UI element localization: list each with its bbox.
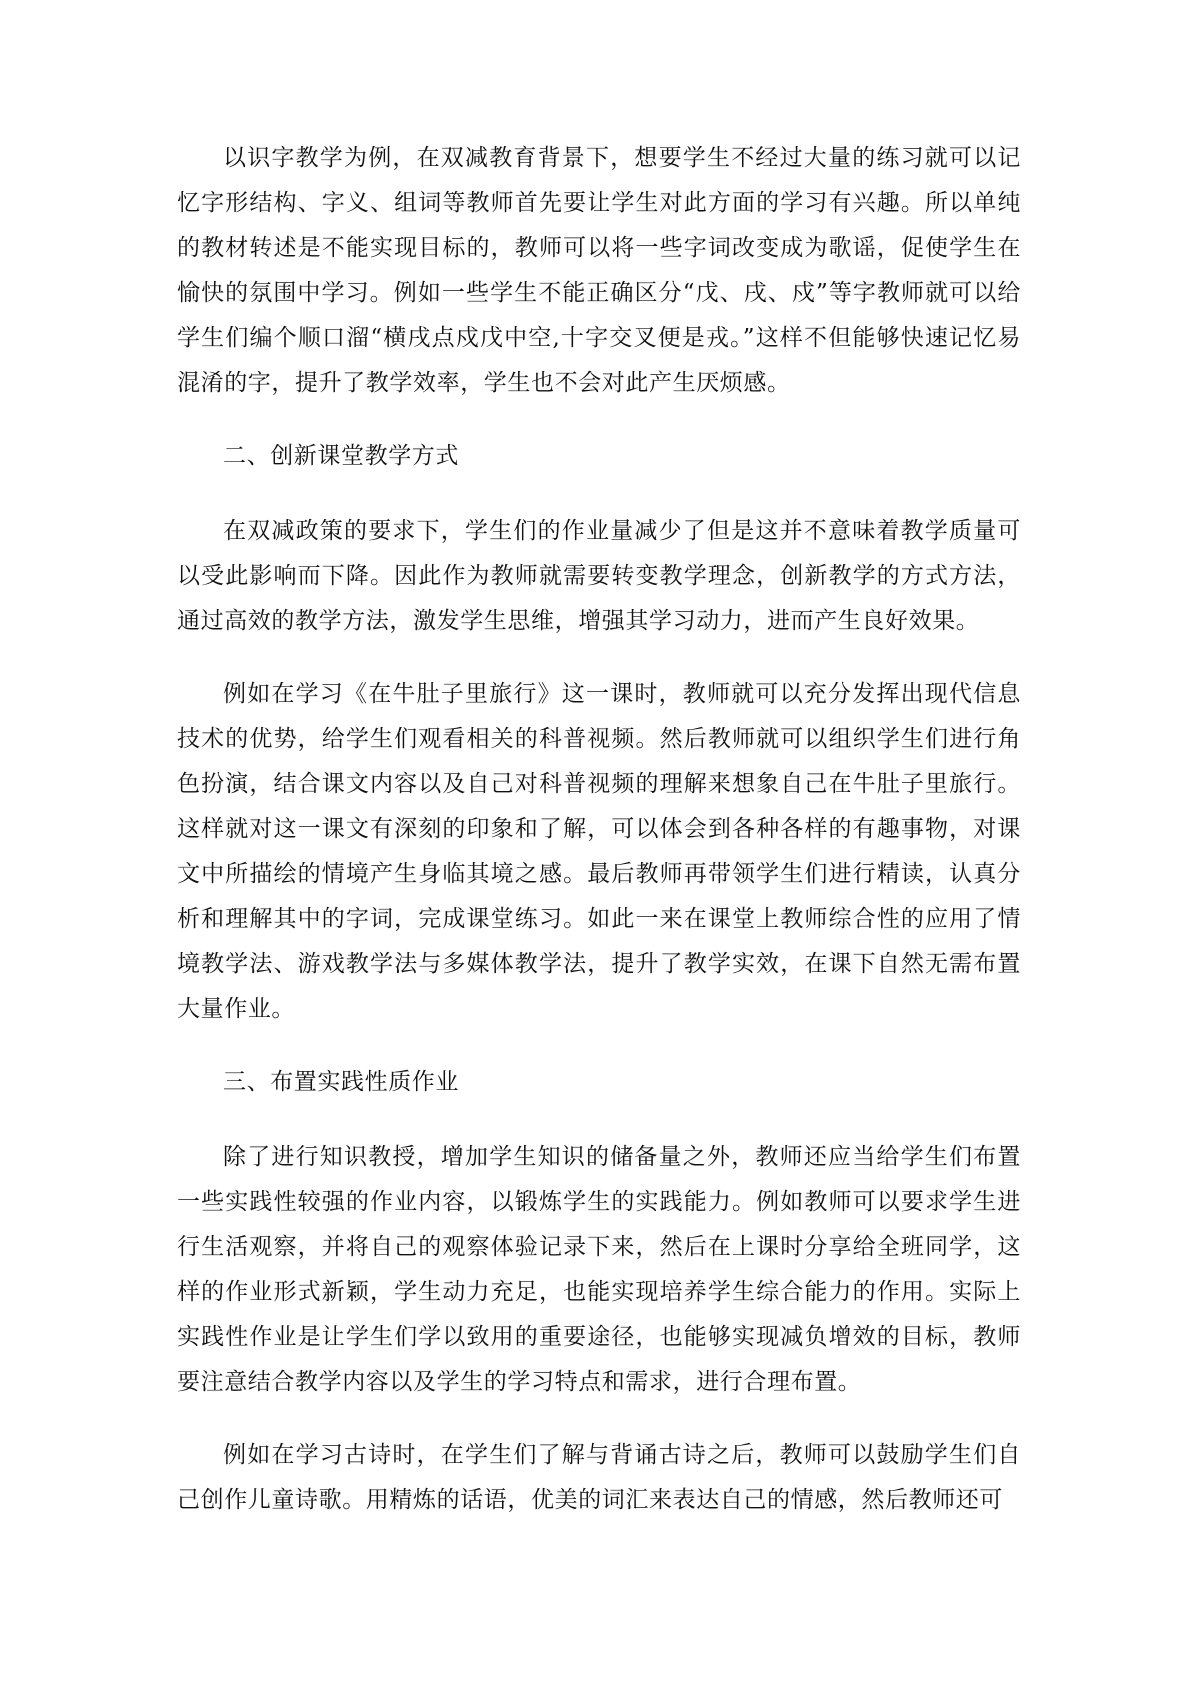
paragraph-double-reduction-policy: 在双减政策的要求下，学生们的作业量减少了但是这并不意味着教学质量可以受此影响而下降。因此作为教师就需要转变教学理念，创新教学的方式方法，通过高效的教学方法，激发学生思维，增强其学习动力，进而产生良好效果。	[177, 518, 1021, 634]
paragraph-practical-assignments: 除了进行知识教授，增加学生知识的储备量之外，教师还应当给学生们布置一些实践性较强的作业内容，以锻炼学生的实践能力。例如教师可以要求学生进行生活观察，并将自己的观察体验记录下来，然后在上课时分享给全班同学，这样的作业形式新颖，学生动力充足，也能实现培养学生综合能力的作用。实际上实践性作业是让学生们学以致用的重要途径，也能够实现减负增效的目标，教师要注意结合教学内容以及学生的学习特点和需求，进行合理布置。	[177, 1144, 1021, 1395]
paragraph-cow-stomach-lesson: 例如在学习《在牛肚子里旅行》这一课时，教师就可以充分发挥出现代信息技术的优势，给学生们观看相关的科普视频。然后教师就可以组织学生们进行角色扮演，结合课文内容以及自己对科普视频的理解来想象自己在牛肚子里旅行。这样就对这一课文有深刻的印象和了解，可以体会到各种各样的有趣事物，对课文中所描绘的情境产生身临其境之感。最后教师再带领学生们进行精读，认真分析和理解其中的字词，完成课堂练习。如此一来在课堂上教师综合性的应用了情境教学法、游戏教学法与多媒体教学法，提升了教学实效，在课下自然无需布置大量作业。	[177, 681, 1021, 1022]
section-heading-practical-homework: 三、布置实践性质作业	[223, 1069, 459, 1095]
paragraph-ancient-poetry: 例如在学习古诗时，在学生们了解与背诵古诗之后，教师可以鼓励学生们自己创作儿童诗歌。用精炼的话语，优美的词汇来表达自己的情感，然后教师还可	[177, 1442, 1021, 1513]
document-body	[177, 136, 1021, 1551]
paragraph-literacy-teaching: 以识字教学为例，在双减教育背景下，想要学生不经过大量的练习就可以记忆字形结构、字义、组词等教师首先要让学生对此方面的学习有兴趣。所以单纯的教材转述是不能实现目标的，教师可以将一些字词改变成为歌谣，促使学生在愉快的氛围中学习。例如一些学生不能正确区分“戊、戌、戍”等字教师就可以给学生们编个顺口溜“横戌点戍戊中空,十字交叉便是戎。”这样不但能够快速记忆易混淆的字，提升了教学效率，学生也不会对此产生厌烦感。	[177, 145, 1021, 396]
section-heading-innovate-teaching: 二、创新课堂教学方式	[223, 443, 459, 469]
